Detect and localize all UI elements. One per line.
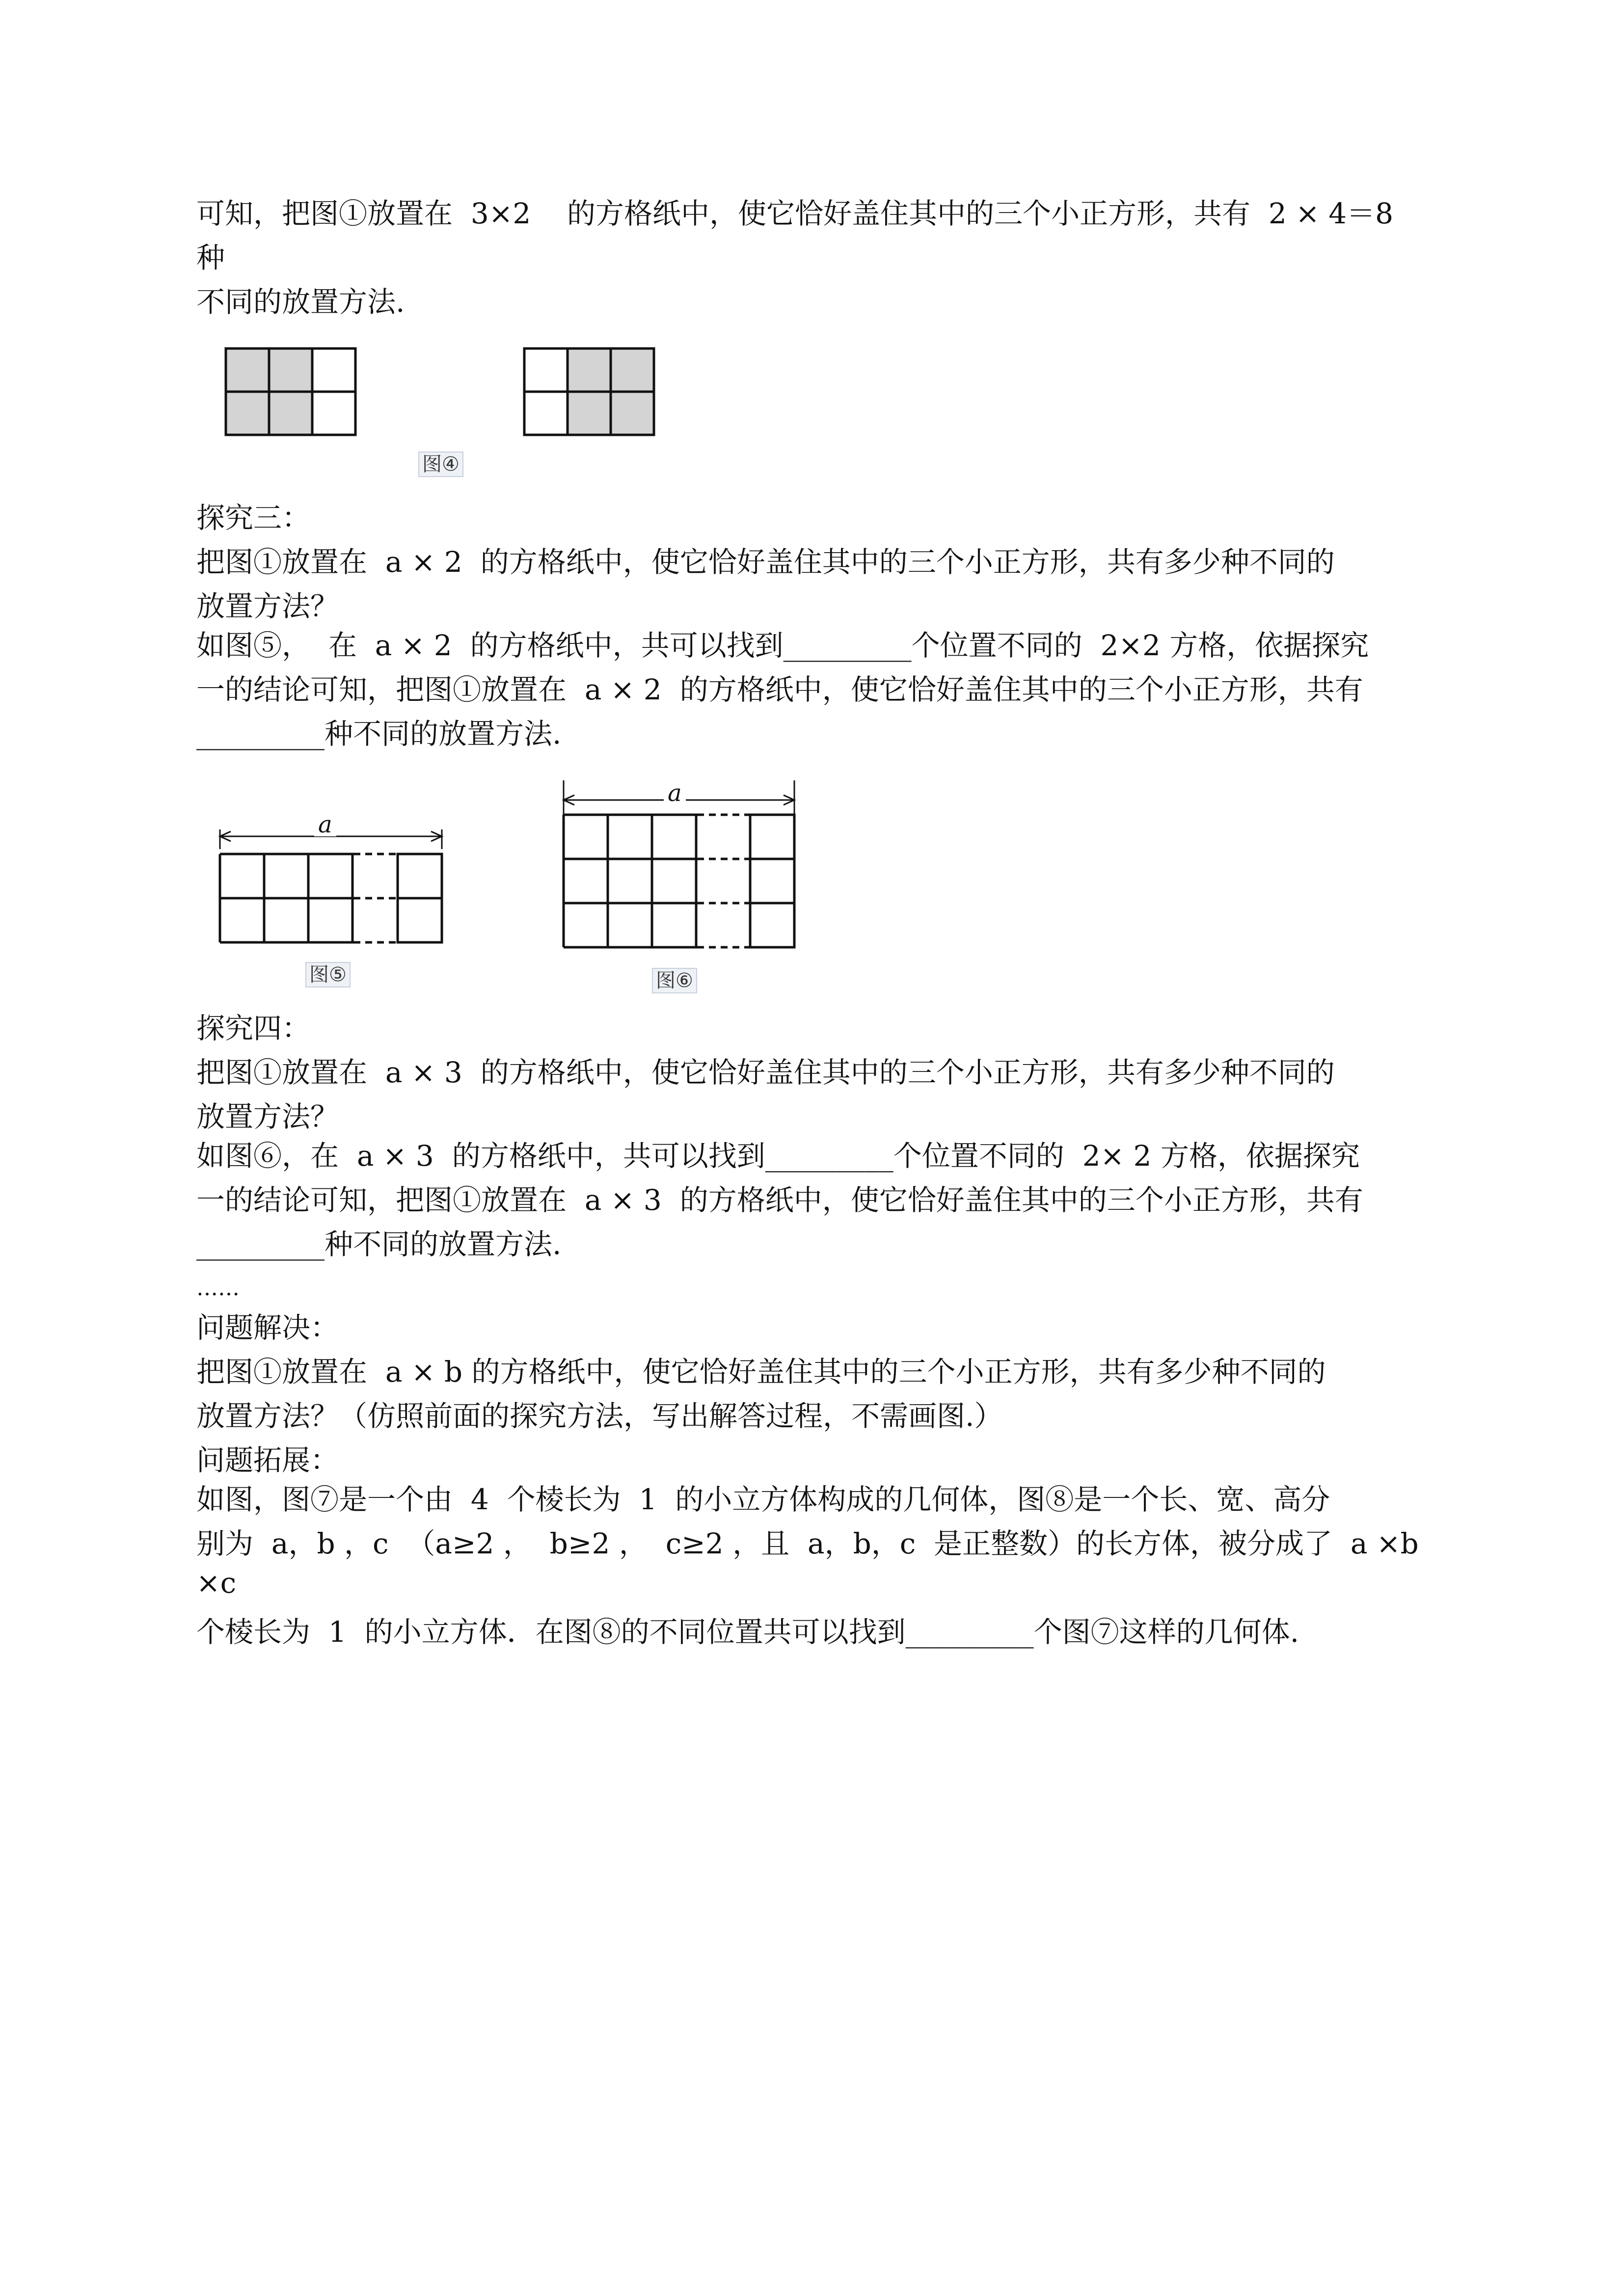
text-line-8: 一的结论可知，把图①放置在 a × 2 的方格纸中，使它恰好盖住其中的三个小正方形，共有 bbox=[196, 673, 1363, 706]
text-line-10: 探究四： bbox=[196, 1012, 311, 1045]
figure-6-dimension-label: a bbox=[664, 781, 686, 805]
text-line-3: 不同的放置方法. bbox=[196, 285, 405, 319]
text-line-22: 别为 a，b ，c （a≥2 ， b≥2 ， c≥2 ，且 a，b，c 是正整数）的长方体，被分成了 a ×b bbox=[196, 1527, 1419, 1560]
text-line-20: 问题拓展： bbox=[196, 1443, 339, 1477]
text-line-9: _________种不同的放置方法. bbox=[196, 717, 562, 750]
text-line-21: 如图，图⑦是一个由 4 个棱长为 1 的小立方体构成的几何体，图⑧是一个长、宽、高分 bbox=[196, 1483, 1330, 1516]
figure-4-caption: 图④ bbox=[418, 452, 463, 477]
text-line-18: 把图①放置在 a × b 的方格纸中，使它恰好盖住其中的三个小正方形，共有多少种不同的 bbox=[196, 1355, 1326, 1388]
text-line-14: 一的结论可知，把图①放置在 a × 3 的方格纸中，使它恰好盖住其中的三个小正方形，共有 bbox=[196, 1183, 1363, 1217]
figure-5-dimension-label: a bbox=[314, 813, 336, 836]
text-line-15: _________种不同的放置方法. bbox=[196, 1228, 562, 1261]
figure-6-caption: 图⑥ bbox=[652, 968, 697, 993]
text-line-24: 个棱长为 1 的小立方体．在图⑧的不同位置共可以找到_________个图⑦这样的几何体. bbox=[196, 1615, 1299, 1649]
text-line-19: 放置方法？（仿照前面的探究方法，写出解答过程，不需画图.） bbox=[196, 1399, 1003, 1433]
text-line-23: ×c bbox=[196, 1566, 237, 1600]
text-line-17: 问题解决： bbox=[196, 1311, 339, 1344]
text-line-6: 放置方法？ bbox=[196, 589, 339, 623]
text-line-1: 可知，把图①放置在 3×2 的方格纸中，使它恰好盖住其中的三个小正方形，共有 2 × 4＝8 bbox=[196, 197, 1394, 230]
text-line-16: …… bbox=[196, 1276, 240, 1301]
text-line-4: 探究三： bbox=[196, 501, 311, 534]
text-line-2: 种 bbox=[196, 241, 225, 274]
figure-5-caption: 图⑤ bbox=[305, 962, 351, 988]
text-line-12: 放置方法？ bbox=[196, 1100, 339, 1133]
text-line-5: 把图①放置在 a × 2 的方格纸中，使它恰好盖住其中的三个小正方形，共有多少种不同的 bbox=[196, 545, 1335, 579]
figure-6 bbox=[555, 780, 810, 962]
text-line-7: 如图⑤， 在 a × 2 的方格纸中，共可以找到_________个位置不同的 2×2 方格，依据探究 bbox=[196, 629, 1369, 662]
figure-4 bbox=[221, 344, 663, 442]
text-line-13: 如图⑥，在 a × 3 的方格纸中，共可以找到_________个位置不同的 2× 2 方格，依据探究 bbox=[196, 1139, 1360, 1173]
text-line-11: 把图①放置在 a × 3 的方格纸中，使它恰好盖住其中的三个小正方形，共有多少种不同的 bbox=[196, 1056, 1335, 1089]
